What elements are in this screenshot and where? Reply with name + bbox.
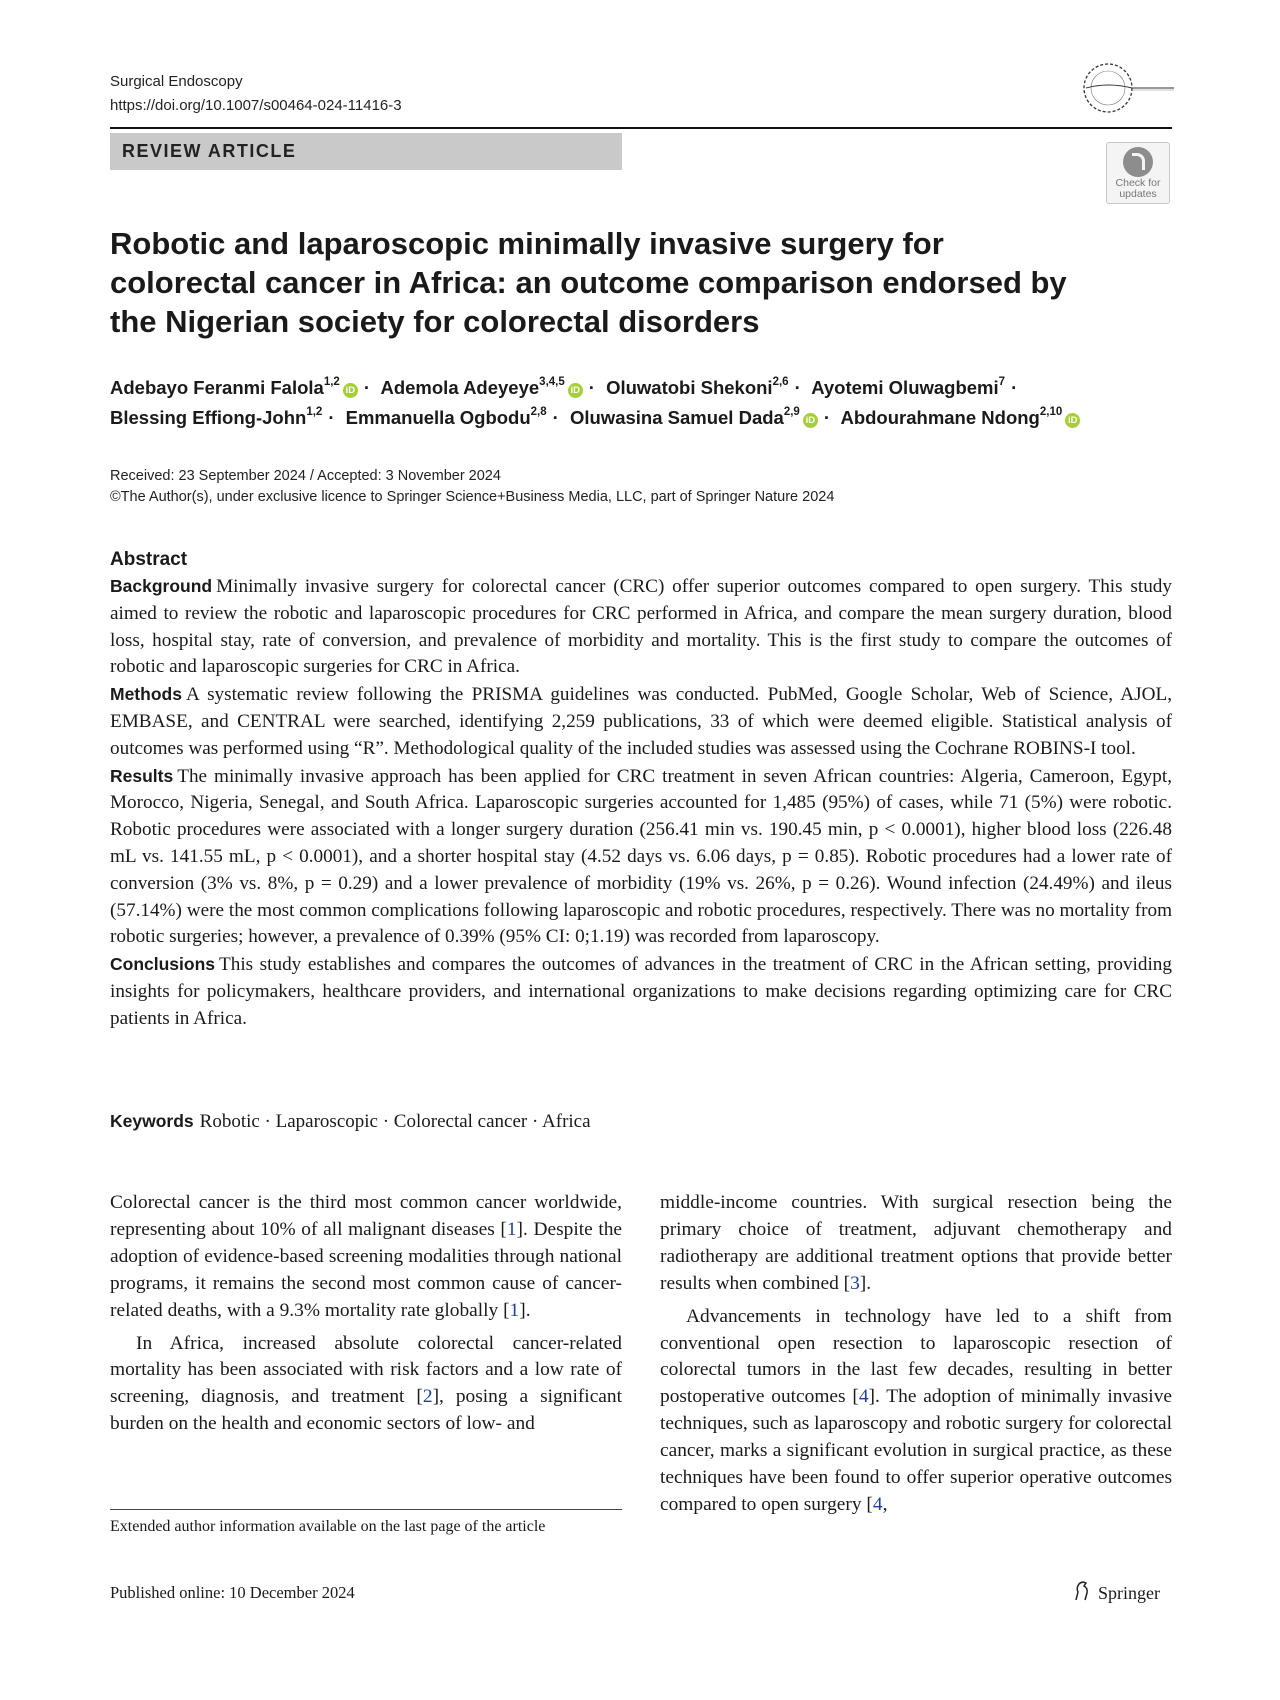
article-type-banner: REVIEW ARTICLE xyxy=(110,133,622,170)
keywords-label: Keywords xyxy=(110,1111,194,1131)
citation-link[interactable]: 4 xyxy=(858,1386,869,1408)
body-column-right xyxy=(660,1190,1172,1519)
author-affiliation: 3,4,5 xyxy=(539,375,565,388)
author-name[interactable] xyxy=(110,407,322,428)
author-separator: · xyxy=(328,407,335,428)
author-list xyxy=(110,373,1190,433)
abstract-methods xyxy=(110,681,1172,762)
body-paragraph: Colorectal cancer is the third most common cancer worldwide, representing about 10% of all malignant diseases [1]. Despite the adoption of evidence-based screening modalities through national programs, it remains the second most common cause of cancer-related deaths, with a 9.3% mortality rate globally [1]. xyxy=(110,1192,623,1321)
received-accepted: Received: 23 September 2024 / Accepted: 3 November 2024 xyxy=(110,468,501,484)
author-name-text: Abdourahmane Ndong xyxy=(840,407,1040,428)
check-updates-line-2: updates xyxy=(1119,188,1157,200)
abstract-text: A systematic review following the PRISMA guidelines was conducted. PubMed, Google Scholar, Web of Science, AJOL, EMBASE, and CENTRAL were searched, identifying 2,259 publications, 33 of which were deemed eligible. Statistical analysis of outcomes was performed using “R”. Methodological quality of the included studies was assessed using the Cochrane ROBINS-I tool. xyxy=(110,684,1172,759)
author-name[interactable] xyxy=(840,407,1080,428)
abstract-text: Minimally invasive surgery for colorectal cancer (CRC) offer superior outcomes compared to open surgery. This study aimed to review the robotic and laparoscopic procedures for CRC performed in Africa, and compare the mean surgery duration, blood loss, hospital stay, rate of conversion, and prevalence of morbidity and mortality. This is the first study to compare the outcomes of robotic and laparoscopic surgeries for CRC in Africa. xyxy=(110,576,1172,678)
abstract-conclusions xyxy=(110,951,1172,1032)
citation-link[interactable]: 1 xyxy=(509,1299,520,1321)
body-paragraph: middle-income countries. With surgical resection being the primary choice of treatment, adjuvant chemotherapy and radiotherapy are additional treatment options that provide better results when combined [3]. xyxy=(660,1192,1172,1294)
abstract-text: The minimally invasive approach has been applied for CRC treatment in seven African countries: Algeria, Cameroon, Egypt, Morocco, Nigeria, Senegal, and South Africa. Laparoscopic surgeries accounted for 1,485 (95%) of cases, while 71 (5%) were robotic. Robotic procedures were associated with a longer surgery duration (256.41 min vs. 190.45 min, p < 0.0001), higher blood loss (226.48 mL vs. 141.55 mL, p < 0.0001), and a shorter hospital stay (4.52 days vs. 6.06 days, p = 0.85). Robotic procedures had a lower rate of conversion (3% vs. 8%, p = 0.29) and a lower prevalence of morbidity (19% vs. 26%, p = 0.26). Wound infection (24.49%) and ileus (57.14%) were the most common complications following laparoscopic and robotic procedures, respectively. There was no mortality from robotic surgeries; however, a prevalence of 0.39% (95% CI: 0;1.19) was recorded from laparoscopy. xyxy=(110,765,1172,948)
footnote-rule xyxy=(110,1509,622,1510)
keywords xyxy=(110,1108,591,1135)
author-name-text: Ayotemi Oluwagbemi xyxy=(811,377,999,398)
author-affiliation: 2,10 xyxy=(1039,405,1063,418)
citation-link[interactable]: 1 xyxy=(506,1218,517,1240)
check-updates-line-1: Check for xyxy=(1115,177,1161,189)
abstract-results xyxy=(110,763,1172,952)
author-affiliation: 1,2 xyxy=(306,405,323,418)
abstract-label: Methods xyxy=(110,684,182,705)
author-name[interactable] xyxy=(606,377,789,398)
header-rule xyxy=(110,127,1172,129)
author-affiliation: 2,8 xyxy=(530,405,547,418)
author-name[interactable] xyxy=(346,407,547,428)
author-name[interactable] xyxy=(380,377,582,398)
body-column-left xyxy=(110,1190,622,1438)
journal-name: Surgical Endoscopy xyxy=(110,73,243,90)
abstract-heading: Abstract xyxy=(110,549,188,570)
keywords-text: Robotic · Laparoscopic · Colorectal cancer · Africa xyxy=(199,1111,591,1132)
citation-link[interactable]: 3 xyxy=(850,1272,860,1294)
body-paragraph: In Africa, increased absolute colorectal cancer-related mortality has been associated with risk factors and a low rate of screening, diagnosis, and treatment [2], posing a significant burden on the health and economic sectors of low- and xyxy=(110,1332,622,1435)
article-dates xyxy=(110,466,834,508)
author-name-text: Oluwasina Samuel Dada xyxy=(569,407,784,428)
author-affiliation: 2,9 xyxy=(783,405,800,418)
author-name-text: Adebayo Feranmi Falola xyxy=(110,377,324,398)
author-affiliation: 1,2 xyxy=(323,375,340,388)
abstract-label: Conclusions xyxy=(110,954,216,975)
abstract-label: Background xyxy=(110,576,213,596)
author-separator: · xyxy=(823,407,830,428)
orcid-icon[interactable]: iD xyxy=(568,383,583,398)
author-separator: · xyxy=(794,377,801,398)
author-separator: · xyxy=(588,377,595,398)
author-separator: · xyxy=(552,407,559,428)
author-name[interactable] xyxy=(811,377,1005,398)
journal-logo xyxy=(1070,52,1174,122)
journal-header xyxy=(110,70,402,118)
orcid-icon[interactable]: iD xyxy=(343,383,358,398)
author-name-text: Blessing Effiong-John xyxy=(110,407,307,428)
author-affiliation: 2,6 xyxy=(772,375,789,388)
published-date: Published online: 10 December 2024 xyxy=(110,1583,355,1602)
abstract-text: This study establishes and compares the outcomes of advances in the treatment of CRC in the African setting, providing insights for policymakers, healthcare providers, and international organizations to make decisions regarding optimizing care for CRC patients in Africa. xyxy=(110,954,1172,1029)
springer-horse-icon xyxy=(1072,1580,1092,1602)
orcid-icon[interactable]: iD xyxy=(1065,413,1080,428)
article-title: Robotic and laparoscopic minimally invasive surgery for colorectal cancer in Africa: an outcome comparison endorsed by the Nigerian society for colorectal disorders xyxy=(110,226,1067,339)
author-name-text: Oluwatobi Shekoni xyxy=(606,377,773,398)
doi-link[interactable]: https://doi.org/10.1007/s00464-024-11416-3 xyxy=(110,97,402,114)
abstract xyxy=(110,547,1172,1033)
check-updates-icon xyxy=(1123,147,1153,177)
citation-link[interactable]: 4 xyxy=(872,1493,883,1515)
body-paragraph: Advancements in technology have led to a shift from conventional open resection to laparoscopic resection of colorectal tumors in the last few decades, resulting in better postoperative outcomes [4]. The adoption of minimally invasive techniques, such as laparoscopy and robotic surgery for colorectal cancer, marks a significant evolution in surgical practice, as these techniques have been found to offer superior operative outcomes compared to open surgery [4, xyxy=(660,1305,1172,1515)
check-for-updates-badge[interactable] xyxy=(1106,142,1170,204)
publisher-name: Springer xyxy=(1098,1583,1160,1603)
abstract-background xyxy=(110,573,1172,681)
copyright-line: ©The Author(s), under exclusive licence to Springer Science+Business Media, LLC, part of Springer Nature 2024 xyxy=(110,489,835,505)
publisher-mark xyxy=(1072,1580,1160,1605)
orcid-icon[interactable]: iD xyxy=(803,413,818,428)
citation-link[interactable]: 2 xyxy=(422,1386,433,1408)
abstract-label: Results xyxy=(110,765,174,786)
author-affiliation: 7 xyxy=(998,375,1006,388)
author-name[interactable] xyxy=(570,407,818,428)
footnote: Extended author information available on the last page of the article xyxy=(110,1518,546,1535)
author-name-text: Ademola Adeyeye xyxy=(380,377,540,398)
author-name[interactable] xyxy=(110,377,358,398)
author-separator: · xyxy=(1011,377,1018,398)
author-name-text: Emmanuella Ogbodu xyxy=(345,407,531,428)
author-separator: · xyxy=(363,377,371,398)
